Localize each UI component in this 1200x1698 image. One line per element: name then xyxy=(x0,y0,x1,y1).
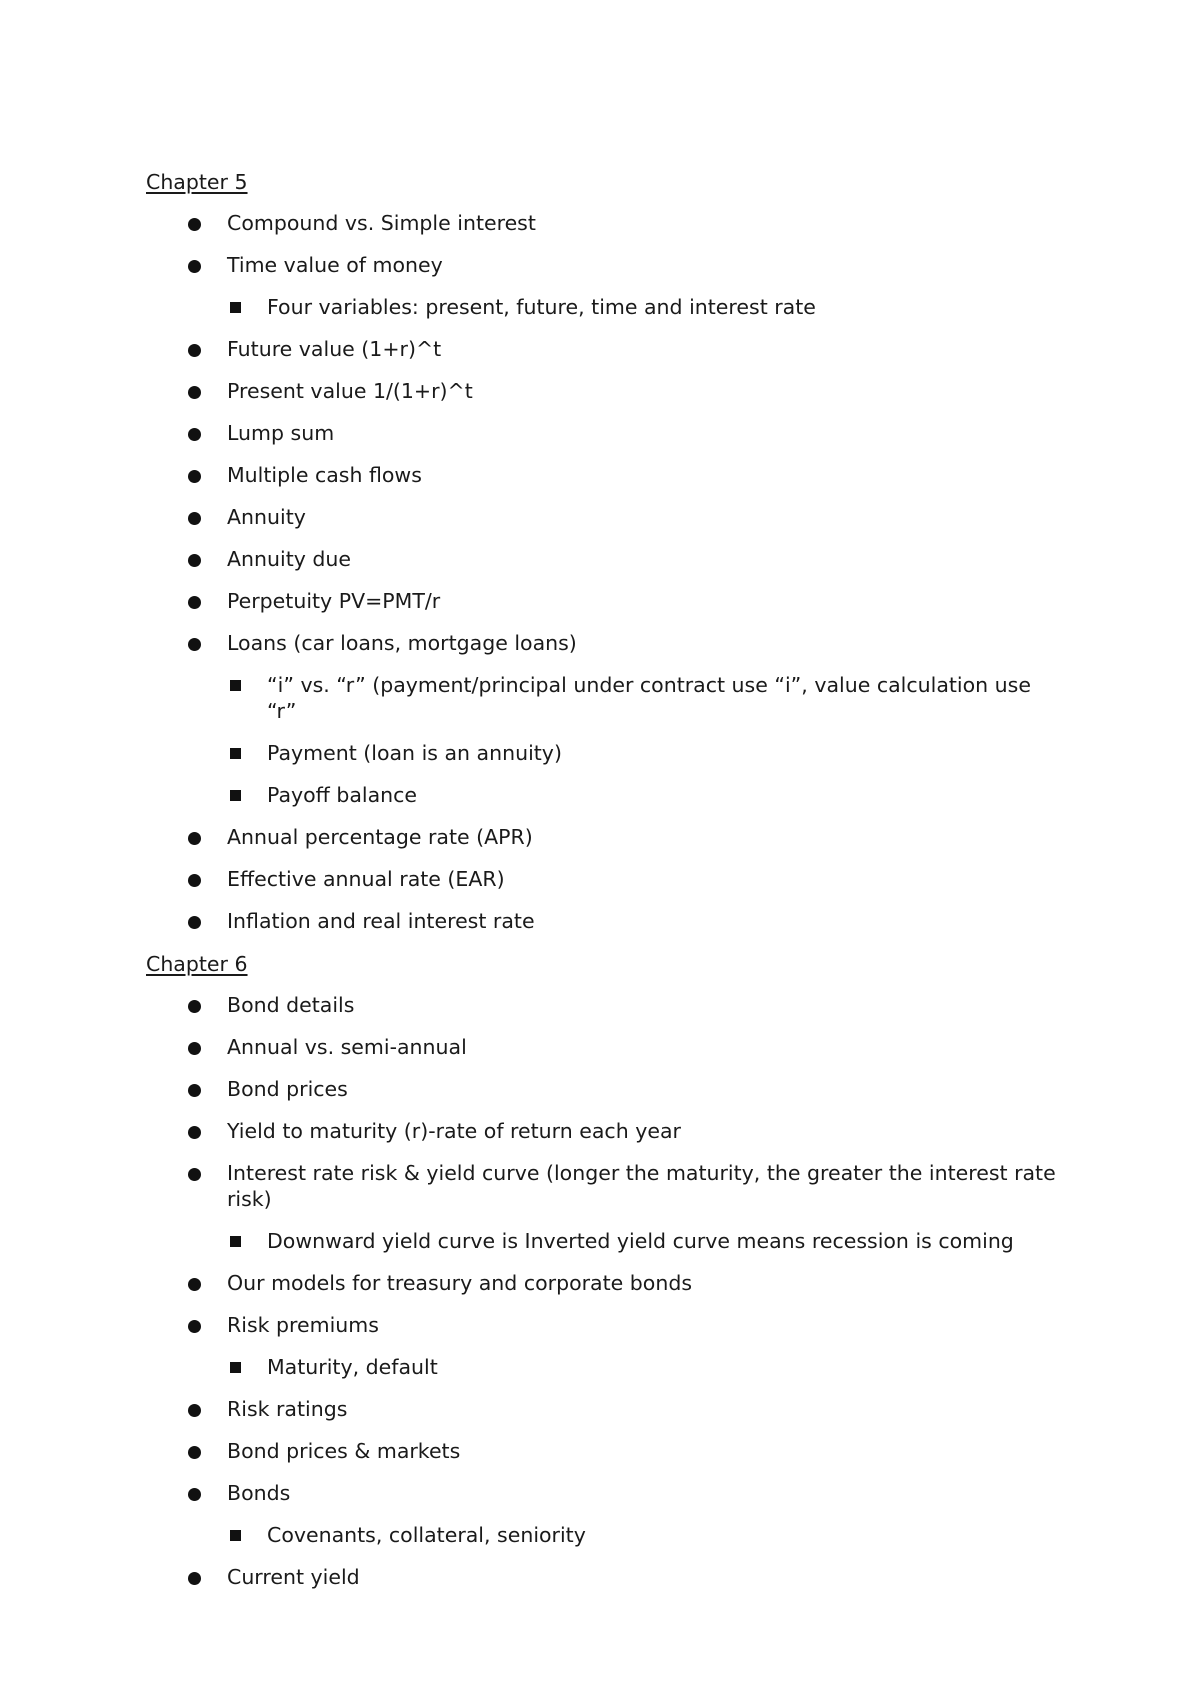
square-bullet-icon xyxy=(230,790,241,801)
list-item xyxy=(146,378,1066,404)
round-bullet-icon xyxy=(188,344,201,357)
list-item xyxy=(146,866,1066,892)
square-bullet-icon xyxy=(230,302,241,313)
round-bullet-icon xyxy=(188,260,201,273)
list-item-text: Time value of money xyxy=(227,253,443,277)
sub-list-item xyxy=(146,1522,1066,1548)
square-bullet-icon xyxy=(230,748,241,759)
round-bullet-icon xyxy=(188,1084,201,1097)
list-item xyxy=(146,908,1066,934)
list-item-text: Present value 1/(1+r)^t xyxy=(227,379,473,403)
list-item-text: Risk premiums xyxy=(227,1313,379,1337)
list-item-text: Compound vs. Simple interest xyxy=(227,211,536,235)
round-bullet-icon xyxy=(188,1488,201,1501)
chapter-heading: Chapter 6 xyxy=(146,952,248,976)
square-bullet-icon xyxy=(230,1236,241,1247)
list-item-text: Four variables: present, future, time and interest rate xyxy=(267,295,816,319)
list-item-text: Payoff balance xyxy=(267,783,418,807)
list-item xyxy=(146,1396,1066,1422)
list-item-text: Our models for treasury and corporate bonds xyxy=(227,1271,693,1295)
list-item-text: Annuity xyxy=(227,505,306,529)
round-bullet-icon xyxy=(188,832,201,845)
list-item xyxy=(146,1480,1066,1506)
round-bullet-icon xyxy=(188,638,201,651)
sub-list-item xyxy=(146,672,1066,724)
list-item-text: Bond details xyxy=(227,993,355,1017)
list-item xyxy=(146,630,1066,656)
list-item xyxy=(146,1118,1066,1144)
list-item xyxy=(146,1076,1066,1102)
list-item-text: Payment (loan is an annuity) xyxy=(267,741,562,765)
list-item xyxy=(146,1160,1066,1212)
sub-list-item xyxy=(146,294,1066,320)
round-bullet-icon xyxy=(188,1000,201,1013)
list-item-text: Covenants, collateral, seniority xyxy=(267,1523,586,1547)
round-bullet-icon xyxy=(188,1572,201,1585)
list-item-text: Annuity due xyxy=(227,547,352,571)
list-item xyxy=(146,1438,1066,1464)
square-bullet-icon xyxy=(230,680,241,691)
round-bullet-icon xyxy=(188,470,201,483)
round-bullet-icon xyxy=(188,218,201,231)
list-item xyxy=(146,252,1066,278)
list-item xyxy=(146,1270,1066,1296)
round-bullet-icon xyxy=(188,1168,201,1181)
list-item-text: Downward yield curve is Inverted yield curve means recession is coming xyxy=(267,1229,1014,1253)
list-item-text: Bond prices & markets xyxy=(227,1439,461,1463)
list-item-text: Multiple cash flows xyxy=(227,463,422,487)
list-item xyxy=(146,588,1066,614)
list-item xyxy=(146,336,1066,362)
round-bullet-icon xyxy=(188,874,201,887)
round-bullet-icon xyxy=(188,1446,201,1459)
list-item-text: Annual percentage rate (APR) xyxy=(227,825,533,849)
list-item-text: Current yield xyxy=(227,1565,360,1589)
chapter-topic-list xyxy=(146,992,1066,1590)
square-bullet-icon xyxy=(230,1530,241,1541)
list-item-text: Lump sum xyxy=(227,421,335,445)
list-item xyxy=(146,420,1066,446)
round-bullet-icon xyxy=(188,1042,201,1055)
round-bullet-icon xyxy=(188,1278,201,1291)
round-bullet-icon xyxy=(188,512,201,525)
list-item xyxy=(146,824,1066,850)
round-bullet-icon xyxy=(188,596,201,609)
list-item-text: Bonds xyxy=(227,1481,291,1505)
document-content xyxy=(146,168,1066,1606)
round-bullet-icon xyxy=(188,554,201,567)
list-item xyxy=(146,1312,1066,1338)
list-item-text: Maturity, default xyxy=(267,1355,438,1379)
list-item-text: Inflation and real interest rate xyxy=(227,909,535,933)
sub-list-item xyxy=(146,740,1066,766)
list-item-text: Perpetuity PV=PMT/r xyxy=(227,589,441,613)
round-bullet-icon xyxy=(188,1404,201,1417)
list-item xyxy=(146,504,1066,530)
list-item xyxy=(146,546,1066,572)
list-item-text: Interest rate risk & yield curve (longer the maturity, the greater the interest rate risk) xyxy=(227,1161,1056,1211)
list-item-text: Loans (car loans, mortgage loans) xyxy=(227,631,577,655)
round-bullet-icon xyxy=(188,916,201,929)
chapter-heading: Chapter 5 xyxy=(146,170,248,194)
sub-list-item xyxy=(146,782,1066,808)
list-item-text: Bond prices xyxy=(227,1077,348,1101)
round-bullet-icon xyxy=(188,1320,201,1333)
chapter-topic-list xyxy=(146,210,1066,934)
round-bullet-icon xyxy=(188,428,201,441)
list-item-text: “i” vs. “r” (payment/principal under contract use “i”, value calculation use “r” xyxy=(267,673,1031,723)
list-item xyxy=(146,1034,1066,1060)
sub-list-item xyxy=(146,1228,1066,1254)
list-item-text: Risk ratings xyxy=(227,1397,348,1421)
list-item xyxy=(146,210,1066,236)
round-bullet-icon xyxy=(188,386,201,399)
list-item xyxy=(146,462,1066,488)
list-item-text: Future value (1+r)^t xyxy=(227,337,442,361)
list-item-text: Annual vs. semi-annual xyxy=(227,1035,467,1059)
round-bullet-icon xyxy=(188,1126,201,1139)
sub-list-item xyxy=(146,1354,1066,1380)
list-item-text: Effective annual rate (EAR) xyxy=(227,867,505,891)
square-bullet-icon xyxy=(230,1362,241,1373)
list-item-text: Yield to maturity (r)-rate of return each year xyxy=(227,1119,681,1143)
list-item xyxy=(146,992,1066,1018)
list-item xyxy=(146,1564,1066,1590)
